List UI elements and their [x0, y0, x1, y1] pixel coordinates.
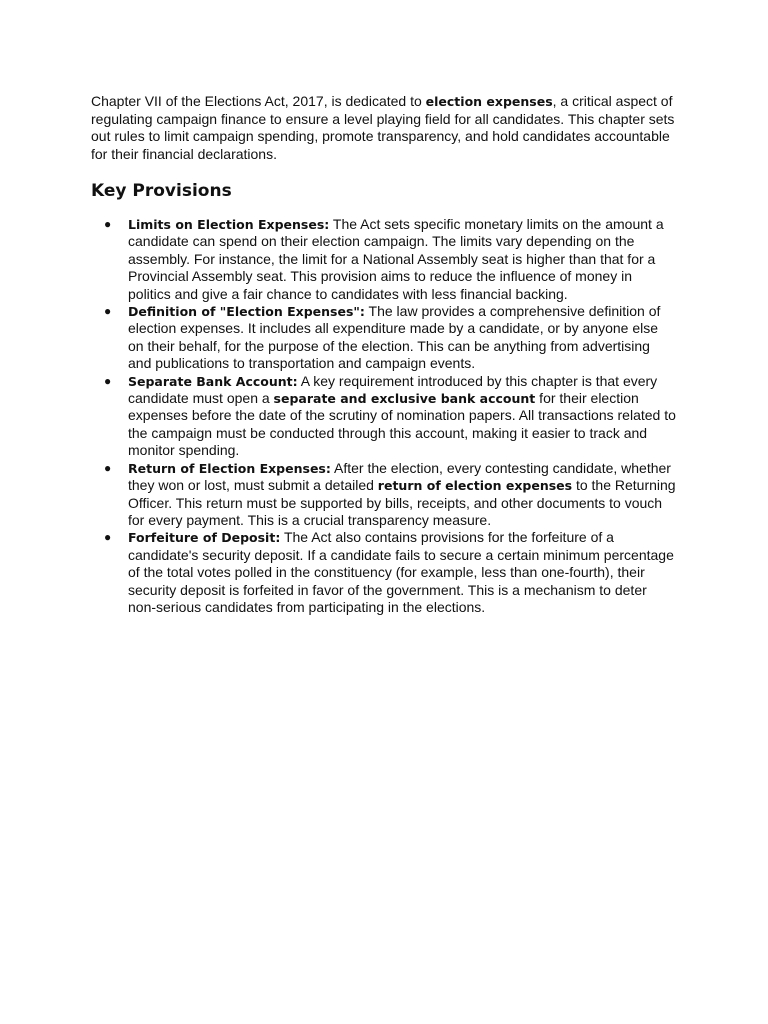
list-item [91, 529, 677, 616]
bullet-icon: ● [104, 373, 112, 388]
provision-text: A key requirement introduced by this chapter is that every candidate must open a [128, 372, 658, 407]
provision-text: After the election, every contesting candidate, whether they won or lost, must submit a detailed [128, 459, 671, 494]
intro-text-start: Chapter VII of the Elections Act, 2017, is dedicated to [91, 93, 426, 109]
provision-title: Definition of "Election Expenses": [128, 304, 365, 320]
intro-text-end: , a critical aspect of regulating campaign finance to ensure a level playing field for all candidates. This chapter sets out rules to limit campaign spending, promote transparency, and hold candidates accountable for their financial declarations. [91, 93, 675, 162]
provisions-list [91, 216, 677, 616]
provision-bold-term: return of election expenses [377, 478, 573, 494]
provision-title: Limits on Election Expenses: [128, 217, 330, 232]
list-item [91, 460, 677, 530]
list-item [91, 303, 677, 373]
bullet-icon: ● [104, 460, 112, 475]
document-page [91, 93, 677, 616]
provision-text: The Act sets specific monetary limits on the amount a candidate can spend on their election campaign. The limits vary depending on the assembly. For instance, the limit for a National Assembly seat is higher than that for a Provincial Assembly seat. This provision aims to reduce the influence of money in politics and give a fair chance to candidates with less financial backing. [128, 216, 664, 302]
provision-text: to the Returning Officer. This return must be supported by bills, receipts, and other documents to vouch for every payment. This is a crucial transparency measure. [128, 477, 676, 528]
provision-title: Separate Bank Account: [128, 373, 298, 389]
provision-title: Forfeiture of Deposit: [128, 530, 281, 546]
intro-paragraph [91, 93, 677, 163]
intro-bold-term: election expenses [425, 94, 553, 109]
section-heading: Key Provisions [91, 181, 232, 201]
bullet-icon: ● [104, 217, 112, 231]
bullet-icon: ● [104, 304, 112, 319]
provision-title: Return of Election Expenses: [128, 460, 331, 476]
list-item [91, 216, 677, 303]
provision-text: The law provides a comprehensive definition of election expenses. It includes all expenditure made by a candidate, or by anyone else on their behalf, for the purpose of the election. This can be anything from advertising and publications to transportation and campaign events. [128, 303, 661, 372]
bullet-icon: ● [104, 530, 112, 545]
provision-bold-term: separate and exclusive bank account [273, 391, 536, 407]
provision-text: for their election expenses before the date of the scrutiny of nomination papers. All transactions related to the campaign must be conducted through this account, making it easier to track and monitor spending. [128, 390, 676, 459]
list-item [91, 373, 677, 460]
provision-text: The Act also contains provisions for the forfeiture of a candidate's security deposit. If a candidate fails to secure a certain minimum percentage of the total votes polled in the constituency (for example, less than one-fourth), their security deposit is forfeited in favor of the government. This is a mechanism to deter non-serious candidates from participating in the elections. [128, 529, 674, 615]
